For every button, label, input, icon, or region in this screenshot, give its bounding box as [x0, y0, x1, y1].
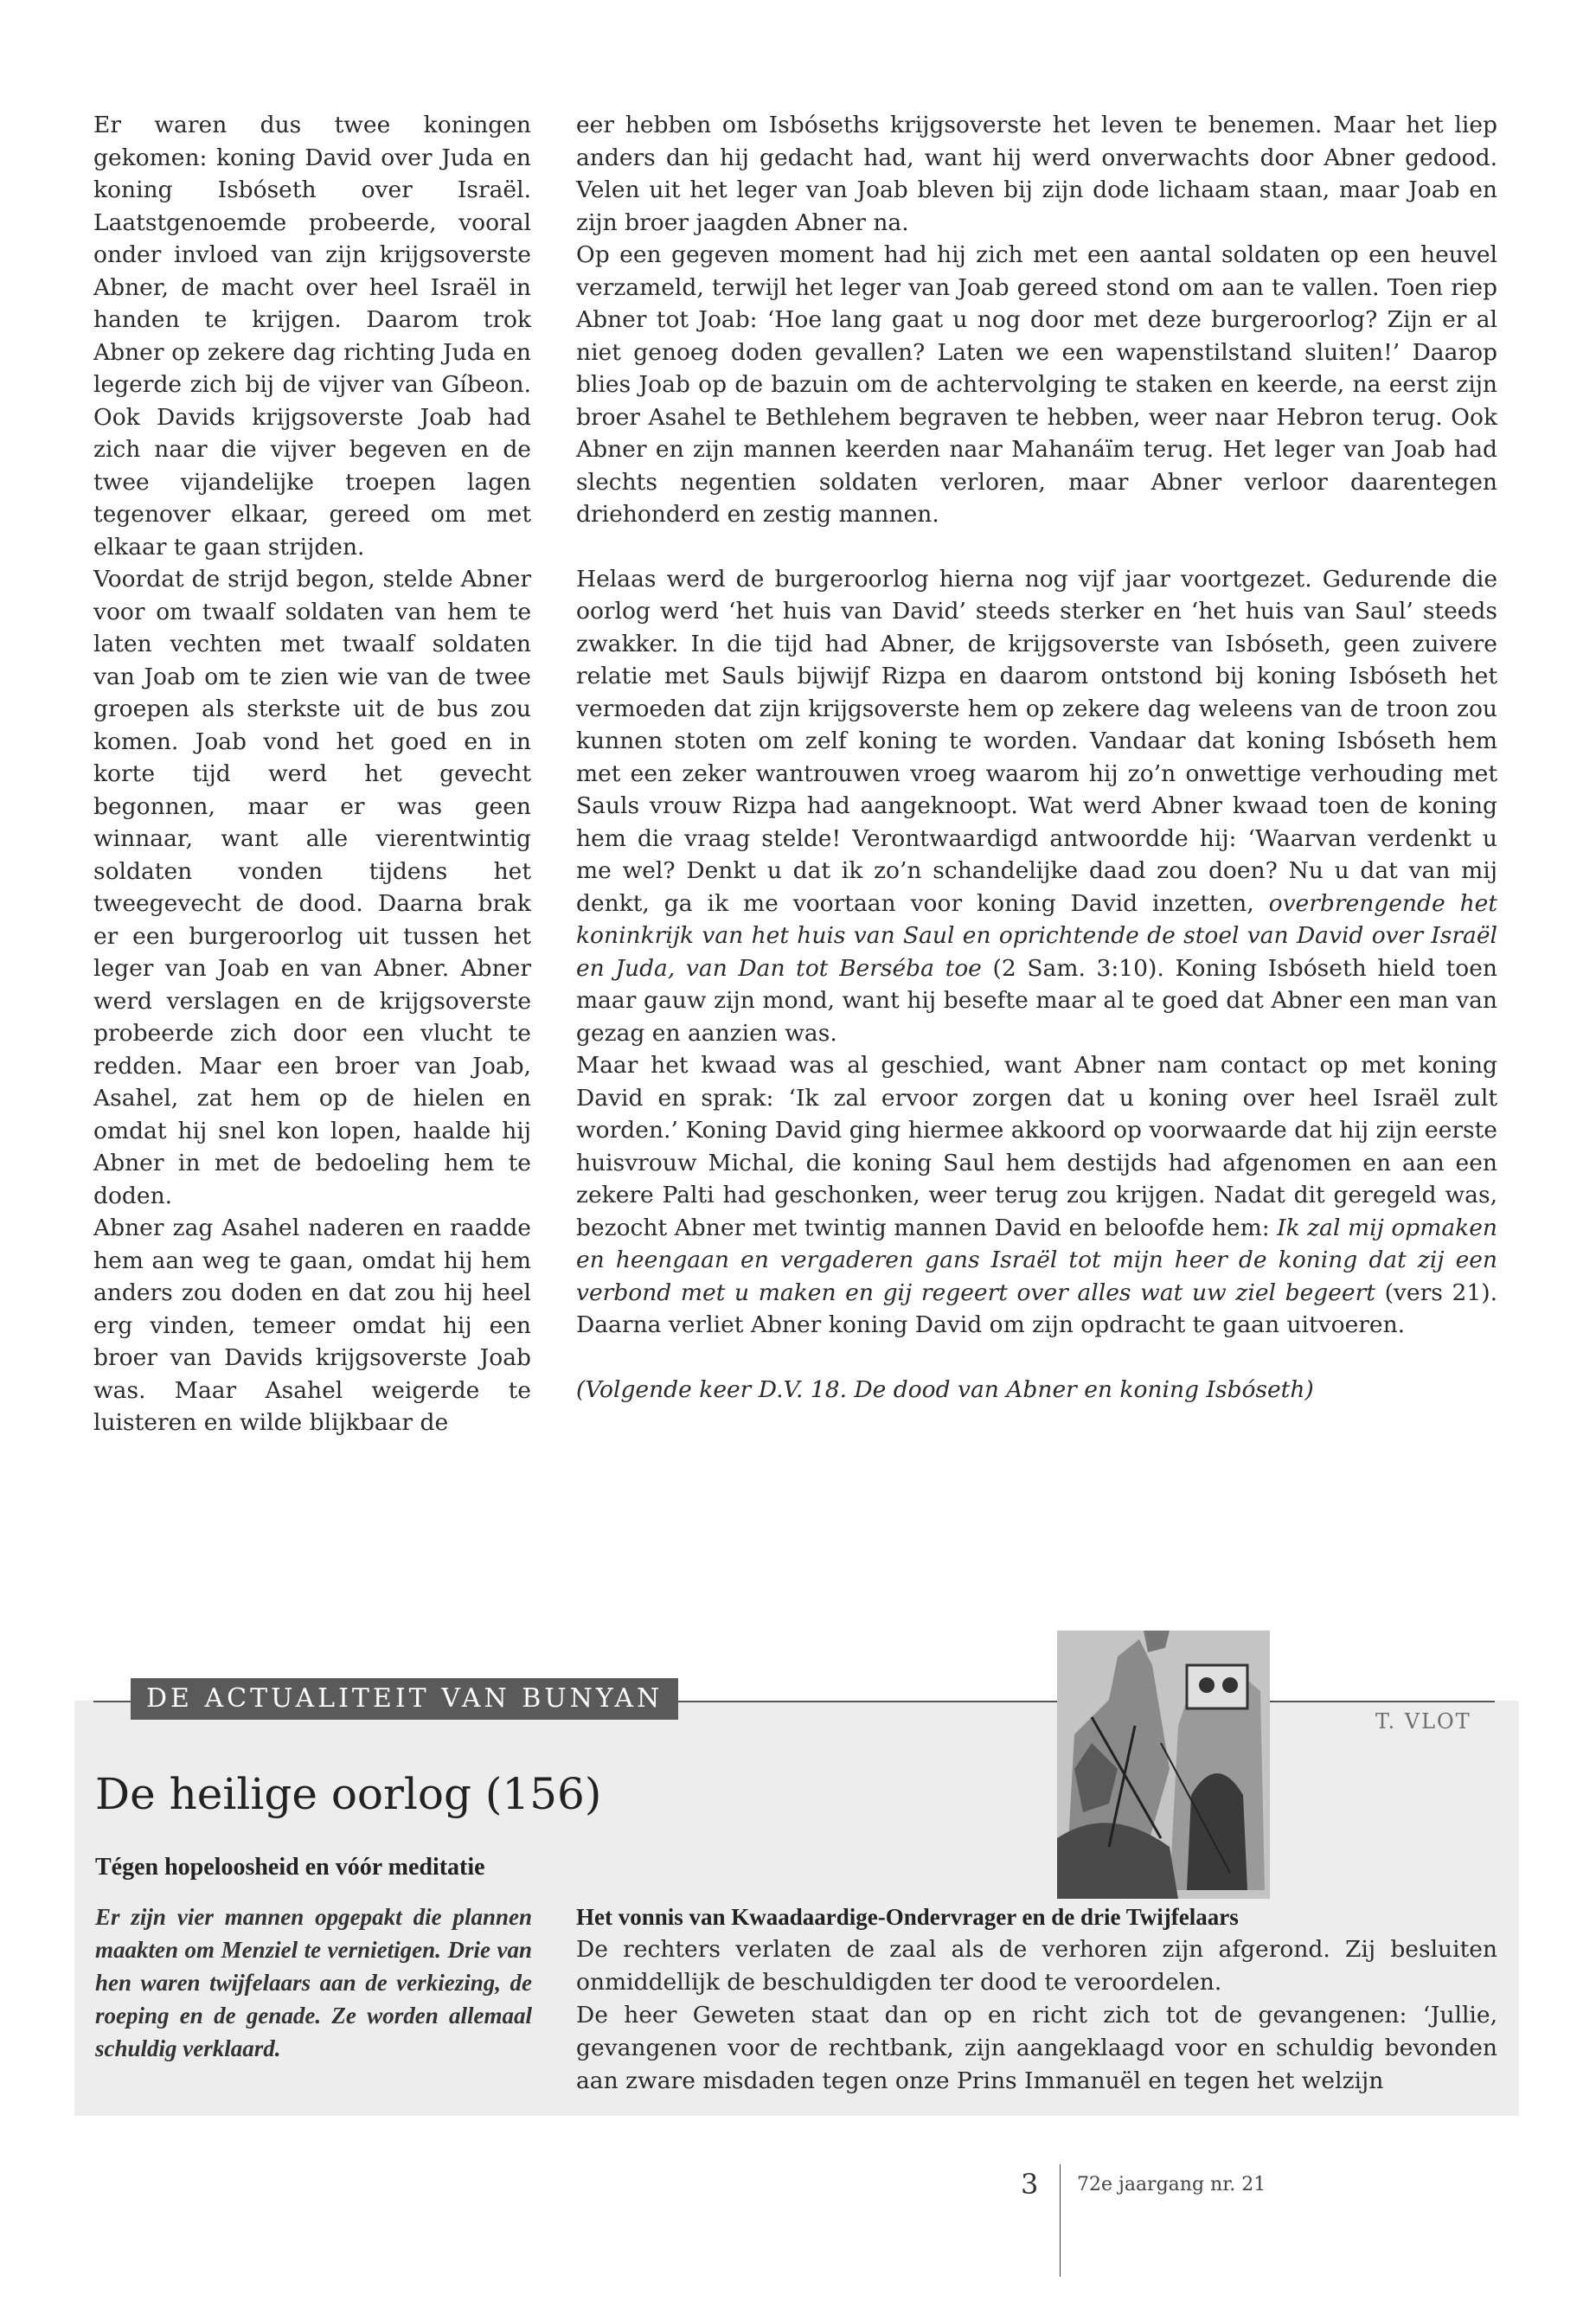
right-paragraph-4 — [576, 1049, 1497, 1342]
right-paragraph-4-end: (vers 21). Daarna verliet Abner koning David om zijn opdracht te gaan uitvoeren. — [576, 1279, 1497, 1338]
article-title: De heilige oorlog (156) — [95, 1769, 602, 1819]
left-column — [93, 109, 531, 1439]
author-name: T. VLOT — [1375, 1709, 1471, 1734]
next-time-note: (Volgende keer D.V. 18. De dood van Abner en koning Isbóseth) — [576, 1375, 1314, 1403]
bunyan-paragraph-2: De heer Geweten staat dan op en richt zich tot de gevangenen: ‘Jullie, gevangenen voor de rechtbank, zijn aangeklaagd voor en schuldig bevonden aan zware misdaden tegen onze Prins Immanuël en tegen het welzijn — [576, 2002, 1497, 2094]
bunyan-paragraph-1: De rechters verlaten de zaal als de verhoren zijn afgerond. Zij besluiten onmiddellijk de beschuldigden ter dood te veroordelen. — [576, 1936, 1497, 1996]
section-label: DE ACTUALITEIT VAN BUNYAN — [131, 1678, 678, 1720]
article-subtitle: Tégen hopeloosheid en vóór meditatie — [95, 1854, 485, 1881]
right-paragraph-4-text: Maar het kwaad was al geschied, want Abner nam contact op met koning David en sprak: ‘Ik zal ervoor zorgen dat u koning over heel Israël zult worden.’ Koning David ging hiermee akkoord op voorwaarde dat hij zijn eerste huisvrouw Michal, die koning Saul hem destijds had afgenomen en aan een zekere Palti had geschonken, weer terug zou krijgen. Nadat dit geregeld was, bezocht Abner met twintig mannen David en beloofde hem: — [576, 1052, 1497, 1241]
left-paragraph-1: Er waren dus twee koningen gekomen: koning David over Juda en koning Isbóseth over Israël. Laatstgenoemde probeerde, vooral onder invloed van zijn krijgsoverste Abner, de macht over heel Israël in handen te krijgen. Daarom trok Abner op zekere dag richting Juda en legerde zich bij de vijver van Gíbeon. Ook Davids krijgsoverste Joab had zich naar die vijver begeven en de twee vijandelijke troepen lagen tegenover elkaar, gereed om met elkaar te gaan strijden. — [93, 112, 531, 561]
banner-shape — [1187, 1665, 1247, 1708]
left-paragraph-2: Voordat de strijd begon, stelde Abner voor om twaalf soldaten van hem te laten vechten met twaalf soldaten van Joab om te zien wie van de twee groepen als sterkste uit de bus zou komen. Joab vond het goed en in korte tijd werd het gevecht begonnen, maar er was geen winnaar, want alle vierentwintig soldaten vonden tijdens het tweegevecht de dood. Daarna brak er een burgeroorlog uit tussen het leger van Joab en van Abner. Abner werd verslagen en de krijgsoverste probeerde zich door een vlucht te redden. Maar een broer van Joab, Asahel, zat hem op de hielen en omdat hij snel kon lopen, haalde hij Abner in met de bedoeling hem te doden. — [93, 566, 531, 1209]
scripture-quote-1: overbrengende het koninkrijk van het huis van Saul en oprichtende de stoel van David over Israël en Juda, van Dan tot Berséba toe — [576, 889, 1497, 982]
banner-eye-left — [1199, 1677, 1215, 1693]
banner-eye-right — [1222, 1677, 1238, 1693]
woodcut-illustration — [1057, 1631, 1270, 1899]
article-intro: Er zijn vier mannen opgepakt die plannen maakten om Menziel te vernietigen. Drie van hen waren twijfelaars aan de verkiezing, de roeping en de genade. Ze worden allemaal schuldig verklaard. — [95, 1904, 532, 2061]
scripture-quote-2: Ik zal mij opmaken en heengaan en vergaderen gans Israël tot mijn heer de koning dat zij een verbond met u maken en gij regeert over alles wat uw ziel begeert — [576, 1214, 1497, 1306]
volume-info: 72e jaargang nr. 21 — [1077, 2174, 1266, 2195]
bunyan-body — [576, 1933, 1497, 2098]
right-paragraph-2: Op een gegeven moment had hij zich met een aantal soldaten op een heuvel verzameld, terwijl het leger van Joab gereed stond om aan te vallen. Toen riep Abner tot Joab: ‘Hoe lang gaat u nog door met deze burgeroorlog? Zijn er al niet genoeg doden gevallen? Laten we een wapenstilstand sluiten!’ Daarop blies Joab op de bazuin om de achtervolging te staken en keerde, na eerst zijn broer Asahel te Bethlehem begraven te hebben, weer naar Hebron terug. Ook Abner en zijn mannen keerden naar Mahanáïm terug. Het leger van Joab had slechts negentien soldaten verloren, maar Abner verloor daarentegen driehonderd en zestig mannen. — [576, 241, 1497, 528]
footer-divider — [1060, 2164, 1061, 2277]
right-column — [576, 109, 1497, 1406]
gate-arch — [1187, 1773, 1247, 1890]
section-subheading: Het vonnis van Kwaadaardige-Ondervrager en de drie Twijfelaars — [576, 1904, 1239, 1930]
page-number: 3 — [1021, 2168, 1039, 2201]
right-paragraph-3 — [576, 563, 1497, 1050]
right-paragraph-3-end: (2 Sam. 3:10). Koning Isbóseth hield toen maar gauw zijn mond, want hij besefte maar al te goed dat Abner een man van gezag en aanzien was. — [576, 954, 1497, 1047]
right-paragraph-3-text: Helaas werd de burgeroorlog hierna nog vijf jaar voortgezet. Gedurende die oorlog werd ‘het huis van David’ steeds sterker en ‘het huis van Saul’ steeds zwakker. In die tijd had Abner, de krijgsoverste van Isbóseth, geen zuivere relatie met Sauls bijwijf Rizpa en daarom ontstond bij koning Isbóseth het vermoeden dat zijn krijgsoverste hem op zekere dag weleens van de troon zou kunnen stoten om zelf koning te worden. Vandaar dat koning Isbóseth hem met een zeker wantrouwen vroeg waarom hij zo’n onwettige verhouding met Sauls vrouw Rizpa had aangeknoopt. Wat werd Abner kwaad toen de koning hem die vraag stelde! Verontwaardigd antwoordde hij: ‘Waarvan verdenkt u me wel? Denkt u dat ik zo’n schandelijke daad zou doen? Nu u dat van mij denkt, ga ik me voortaan voor koning David inzetten, — [576, 565, 1497, 917]
right-paragraph-1: eer hebben om Isbóseths krijgsoverste het leven te benemen. Maar het liep anders dan hij gedacht had, want hij werd onverwachts door Abner gedood. Velen uit het leger van Joab bleven bij zijn dode lichaam staan, maar Joab en zijn broer jaagden Abner na. — [576, 112, 1497, 236]
left-paragraph-3: Abner zag Asahel naderen en raadde hem aan weg te gaan, omdat hij hem anders zou doden en dat zou hij heel erg vinden, temeer omdat hij een broer van Davids krijgsoverste Joab was. Maar Asahel weigerde te luisteren en wilde blijkbaar de — [93, 1215, 531, 1436]
